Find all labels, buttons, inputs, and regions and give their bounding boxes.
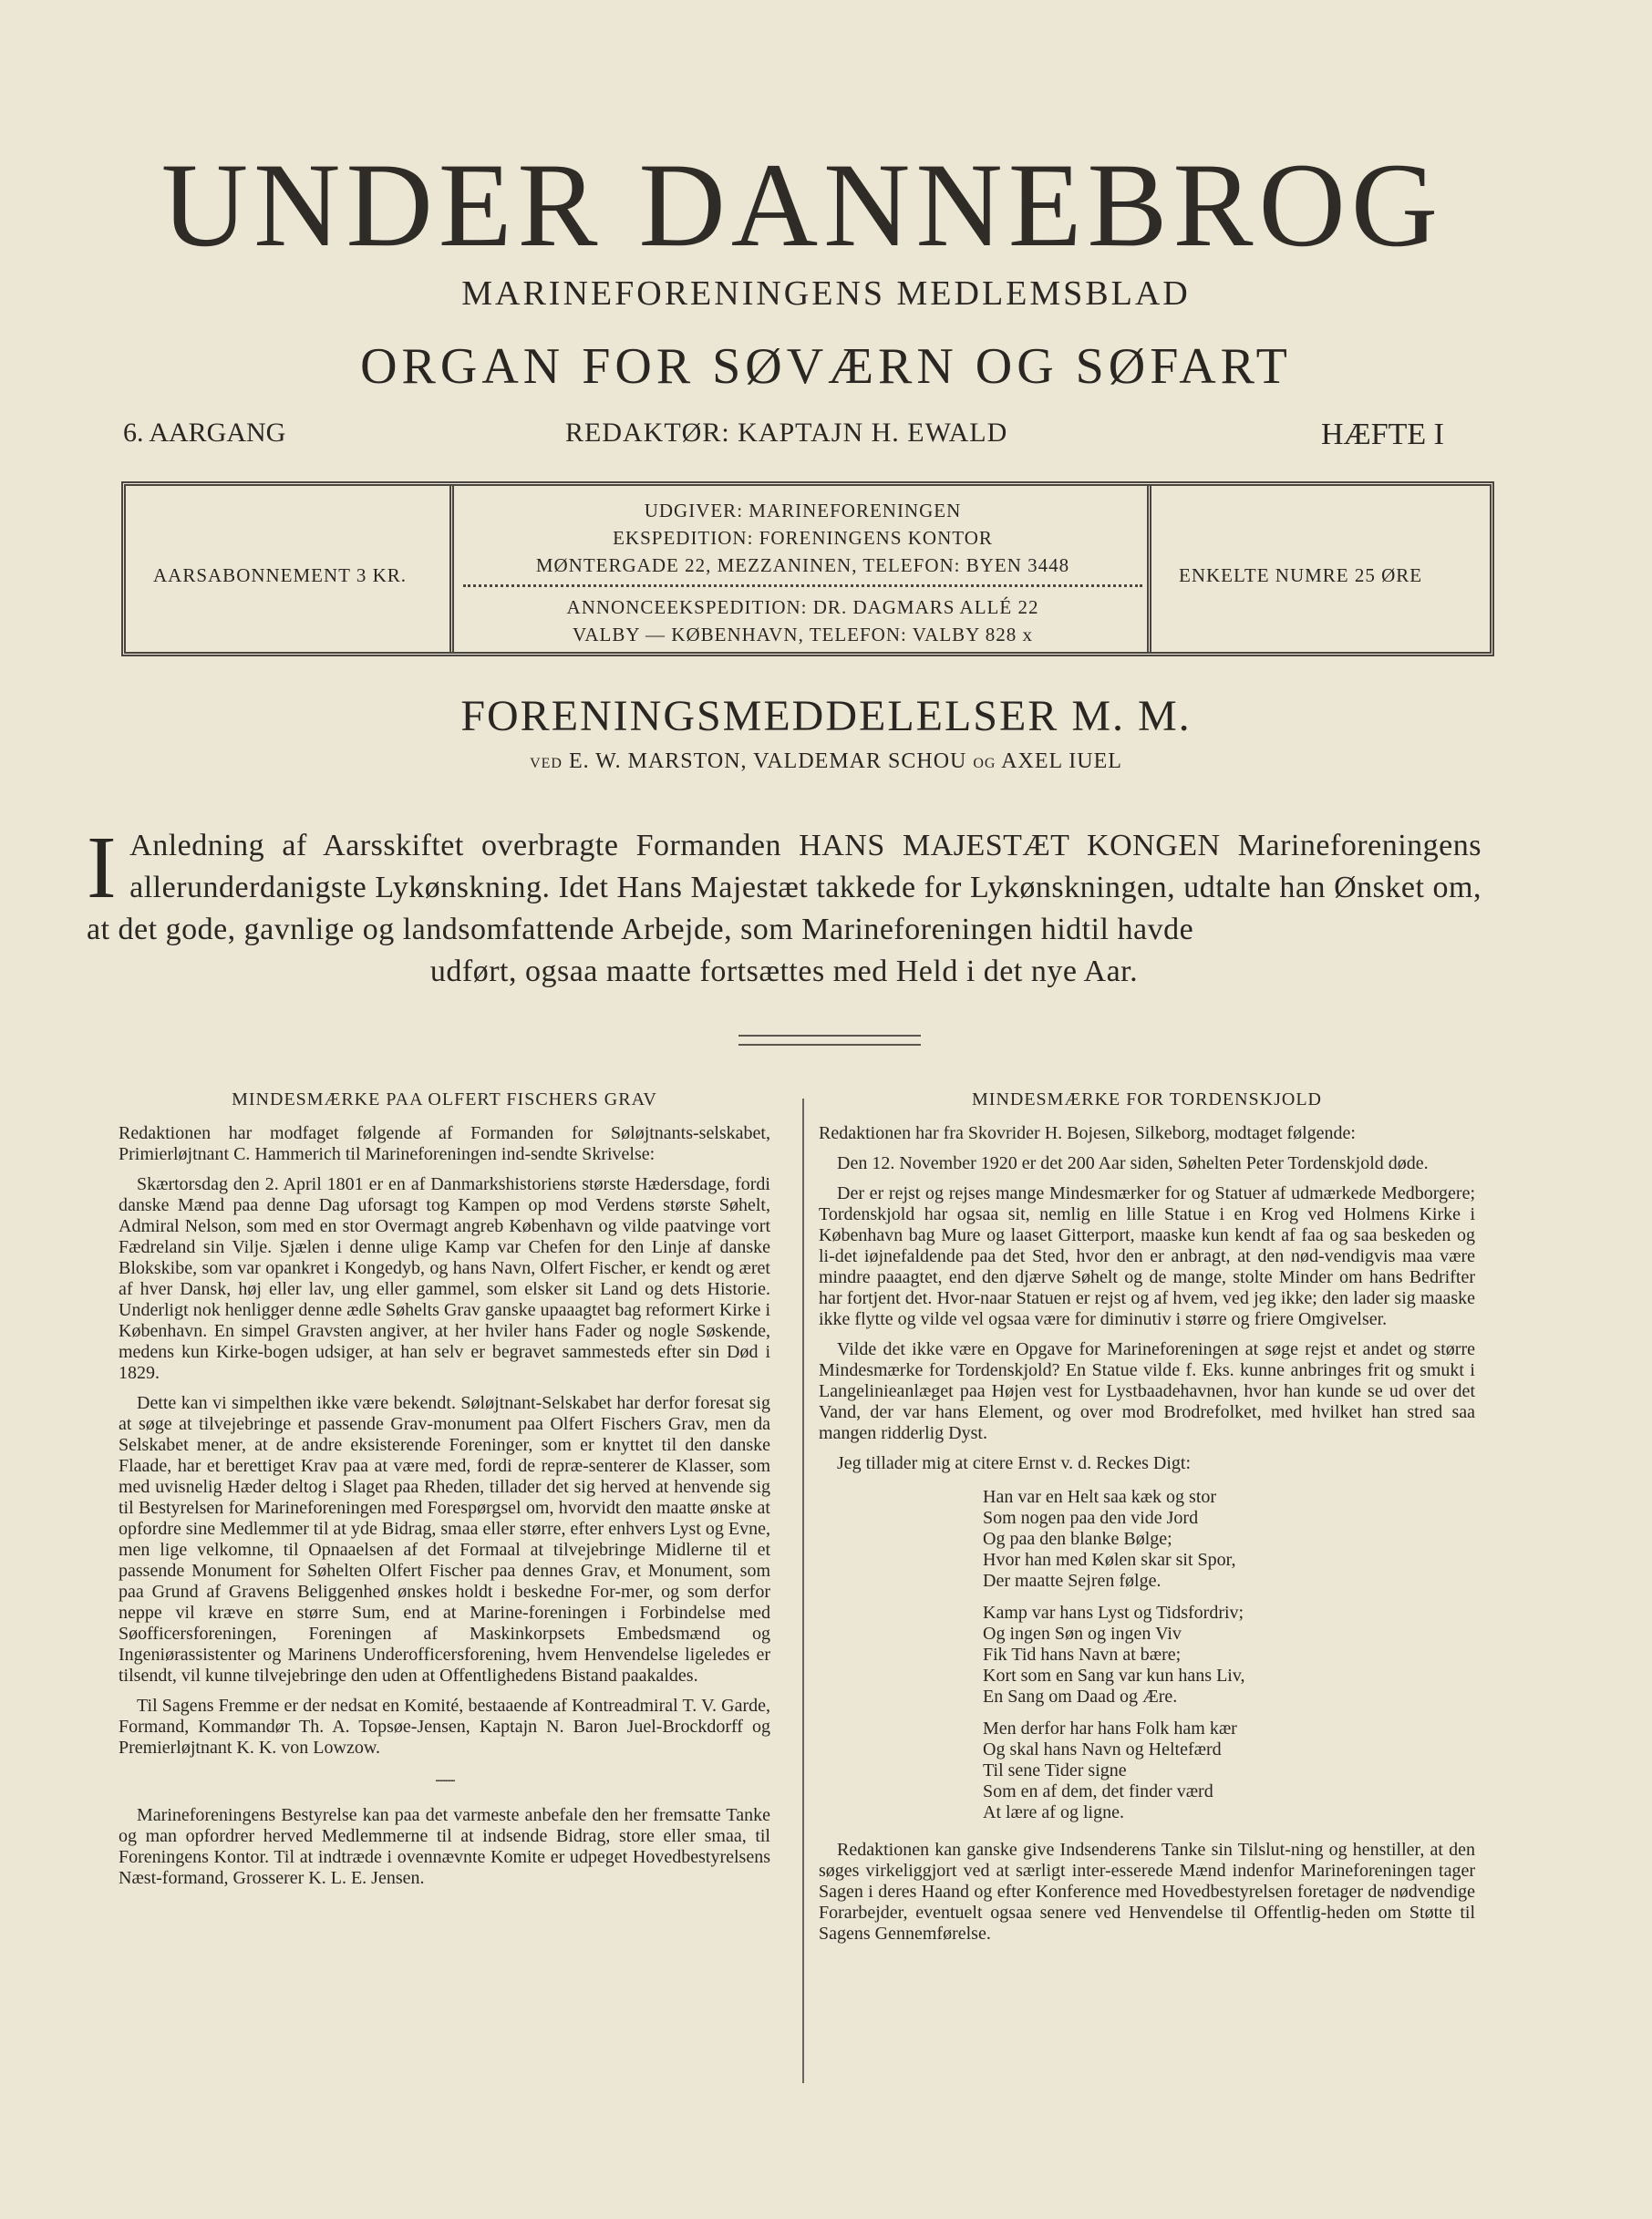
poem-stanza — [983, 1603, 1475, 1708]
publication-info-box — [121, 481, 1494, 656]
publisher-line: EKSPEDITION: FORENINGENS KONTOR — [613, 527, 993, 549]
publisher-info — [463, 497, 1142, 579]
poem — [983, 1487, 1475, 1823]
article-heading: MINDESMÆRKE PAA OLFERT FISCHERS GRAV — [232, 1089, 657, 1110]
poem-line: Som nogen paa den vide Jord — [983, 1508, 1199, 1528]
byline-ved: VED — [530, 756, 563, 771]
poem-stanza — [983, 1487, 1475, 1592]
article-paragraph: Dette kan vi simpelthen ikke være bekendt. Søløjtnant-Selskabet har derfor foresat sig at søge at tilvejebringe et passende Grav-monument paa Olfert Fischers Grav, men da Selskabet mener, at de andre eksisterende Foreninger, som er knyttet til den danske Flaade, har et berettiget Krav paa at være med, fordi de repræ-senterer de Klasser, som med uvisnelig Hæder deltog i Slaget paa Rheden, tillader det sig herved at henvende sig til Bestyrelsen for Marineforeningen med Forespørgsel om, hvorvidt den maatte ønske at opfordre sine Medlemmer til at yde Bidrag, smaa eller større, efter enhvers Lyst og Evne, men lige velkomne, til Opnaaelsen af det Formaal at tilvejebringe Midlerne til et passende Monument for Søhelten Olfert Fischer paa dennes Grav, et Monument, som paa Grund af Gravens Beliggenhed ønskes holdt i beskedne For-mer, og som derfor neppe vil kræve en større Sum, end at Marine-foreningen i Forbindelse med Søofficersforeningen, Foreningen af Maskinkorpsets Embedsmænd og Ingeniørassistenter og Marinens Underofficersforening, hvem Henvendelse ligeledes er tilsendt, vil kunne tilvejebringe den uden at Offentlighedens Bistand paakaldes. — [119, 1393, 770, 1686]
info-box-divider — [449, 486, 454, 652]
article-paragraph: Redaktionen har modfaget følgende af Formanden for Søløjtnants-selskabet, Primierløjtnant C. Hammerich til Marineforeningen ind-sendte Skrivelse: — [119, 1123, 770, 1164]
poem-line: Til sene Tider signe — [983, 1760, 1127, 1780]
info-box-divider — [1147, 486, 1151, 652]
article-left — [119, 1089, 770, 1898]
article-paragraph: Jeg tillader mig at citere Ernst v. d. Reckes Digt: — [837, 1453, 1192, 1473]
volume-label: 6. AARGANG — [123, 418, 286, 448]
poem-line: En Sang om Daad og Ære. — [983, 1687, 1178, 1707]
poem-line: Hvor han med Kølen skar sit Spor, — [983, 1550, 1236, 1570]
double-rule — [738, 1035, 921, 1046]
poem-line: Som en af dem, det finder værd — [983, 1781, 1213, 1801]
publisher-line: UDGIVER: MARINEFORENINGEN — [644, 500, 962, 521]
article-paragraph: Marineforeningens Bestyrelse kan paa det varmeste anbefale den her fremsatte Tanke og man opfordrer herved Medlemmerne til at indsende Bidrag, store eller smaa, til Foreningens Kontor. Til at indtræde i ovennævnte Komite er udpeget Hovedbestyrelsens Næst-formand, Grosserer K. L. E. Jensen. — [119, 1805, 770, 1888]
poem-line: Og skal hans Navn og Heltefærd — [983, 1739, 1222, 1760]
ads-info — [463, 593, 1142, 648]
poem-line: Og ingen Søn og ingen Viv — [983, 1624, 1182, 1644]
article-paragraph: Redaktionen kan ganske give Indsenderens Tanke sin Tilslut-ning og henstiller, at den søges virkeliggjort ved at særligt inter-esserede Mænd indenfor Marineforeningen tager Sagen i deres Haand og efter Konference med Hovedbestyrelsen foretager de nødvendige Forarbejder, eventuelt ogsaa senere ved Henvendelse til Offentlig-heden om Støtte til Sagens Gennemførelse. — [819, 1840, 1475, 1944]
ads-line: VALBY — KØBENHAVN, TELEFON: VALBY 828 x — [572, 624, 1034, 645]
ads-line: ANNONCEEKSPEDITION: DR. DAGMARS ALLÉ 22 — [566, 596, 1039, 618]
subscription-price: AARSABONNEMENT 3 KR. — [153, 564, 408, 586]
single-issue-price: ENKELTE NUMRE 25 ØRE — [1179, 564, 1423, 586]
byline-names: E. W. MARSTON, VALDEMAR SCHOU — [568, 749, 967, 773]
issue-label: HÆFTE I — [1320, 418, 1444, 451]
poem-line: At lære af og ligne. — [983, 1802, 1124, 1822]
article-right — [819, 1089, 1475, 1954]
intro-text: Anledning af Aarsskiftet overbragte Formanden HANS MAJESTÆT KONGEN Marineforeningens allerunderdanigste Lykønskning. Idet Hans Majestæt takkede for Lykønskningen, udtalte han Ønsket om, at det gode, gavnlige og landsomfattende Arbejde, som Marineforeningen hidtil havde — [87, 829, 1482, 946]
intro-paragraph — [87, 819, 1482, 993]
article-heading: MINDESMÆRKE FOR TORDENSKJOLD — [972, 1089, 1322, 1110]
intro-text-last-line: udført, ogsaa maatte fortsættes med Held i det nye Aar. — [429, 955, 1139, 988]
publisher-line: MØNTERGADE 22, MEZZANINEN, TELEFON: BYEN 3448 — [535, 554, 1070, 576]
poem-line: Fik Tid hans Navn at bære; — [983, 1645, 1182, 1665]
poem-line: Kamp var hans Lyst og Tidsfordriv; — [983, 1603, 1244, 1623]
section-heading: FORENINGSMEDDELELSER M. M. — [460, 692, 1192, 740]
article-paragraph: Vilde det ikke være en Opgave for Marineforeningen at søge rejst et andet og større Mindesmærke for Tordenskjold? En Statue vilde f. Eks. kunne anbringes frit og smukt i Langelinieanlæget paa Højen vest for Lystbaadehavnen, hvor han kunde se ud over det Vand, der var hans Element, og over mod Brodrefolket, med hvilket han stred saa mangen ridderlig Dyst. — [819, 1339, 1475, 1443]
poem-line: Han var en Helt saa kæk og stor — [983, 1487, 1217, 1507]
editor-label: REDAKTØR: KAPTAJN H. EWALD — [565, 418, 1008, 448]
column-divider — [802, 1099, 804, 2083]
article-paragraph: Til Sagens Fremme er der nedsat en Komité, bestaaende af Kontreadmiral T. V. Garde, Formand, Kommandør Th. A. Topsøe-Jensen, Kaptajn N. Baron Juel-Brockdorff og Premierløjtnant K. K. von Lowzow. — [119, 1696, 770, 1758]
dot-separator: .............. — [435, 1771, 454, 1785]
article-paragraph: Der er rejst og rejses mange Mindesmærker for og Statuer af udmærkede Medborgere; Tordenskjold har ogsaa sit, nemlig en lille Statue i en Krog ved Holmens Kirke i København bag Mure og laaset Gitterport, maaske kun kendt af faa og saa beskeden og li-det iøjnefaldende paa det Sted, hvor den er anbragt, at den nød-vendigvis maa være mindre paaagtet, end den djærve Søhelt og de mange, stolte Minder om hans Bedrifter har fortjent det. Hvor-naar Statuen er rejst og af hvem, ved jeg ikke; den lader sig maaske ikke flytte og vilde vel ogsaa være for diminutiv i større og friere Omgivelser. — [819, 1183, 1475, 1329]
article-paragraph: Redaktionen har fra Skovrider H. Bojesen, Silkeborg, modtaget følgende: — [819, 1123, 1356, 1143]
article-paragraph: Skærtorsdag den 2. April 1801 er en af Danmarkshistoriens største Hædersdage, fordi danske Mænd paa denne Dag uforsagt tog Kampen op mod Verdens største Søhelt, Admiral Nelson, som med en stor Overmagt angreb København og vilde paatvinge vort Fædreland sin Vilje. Sjælen i denne ulige Kamp var Chefen for den Linje af danske Blokskibe, som var opankret i Kongedyb, og hans Navn, Olfert Fischer, er kendt og æret af hver Dansk, høj eller lav, ung eller gammel, som elsker sit Land og dets Historie. Underligt nok henligger denne ædle Søhelts Grav ganske upaaagtet bag reformert Kirke i København. En simpel Gravsten angiver, at her hviler hans Fader og nogle Søskende, medens kun Kirke-bogen udsiger, at han selv er begravet sammesteds efter sin Død i 1829. — [119, 1174, 770, 1383]
dotted-divider — [463, 584, 1142, 587]
poem-line: Og paa den blanke Bølge; — [983, 1529, 1172, 1549]
poem-line: Kort som en Sang var kun hans Liv, — [983, 1666, 1245, 1686]
poem-line: Der maatte Sejren følge. — [983, 1571, 1162, 1591]
masthead-title: UNDER DANNEBROG — [160, 138, 1444, 272]
poem-line: Men derfor har hans Folk ham kær — [983, 1718, 1237, 1739]
article-paragraph: Den 12. November 1920 er det 200 Aar siden, Søhelten Peter Tordenskjold døde. — [837, 1153, 1429, 1173]
masthead-subtitle: MARINEFORENINGENS MEDLEMSBLAD — [461, 274, 1191, 313]
section-byline — [0, 749, 1652, 774]
poem-stanza — [983, 1718, 1475, 1823]
byline-og: OG — [973, 756, 996, 771]
masthead-organ: ORGAN FOR SØVÆRN OG SØFART — [360, 338, 1292, 395]
drop-cap: I — [87, 819, 118, 917]
byline-names: AXEL IUEL — [1001, 749, 1122, 773]
